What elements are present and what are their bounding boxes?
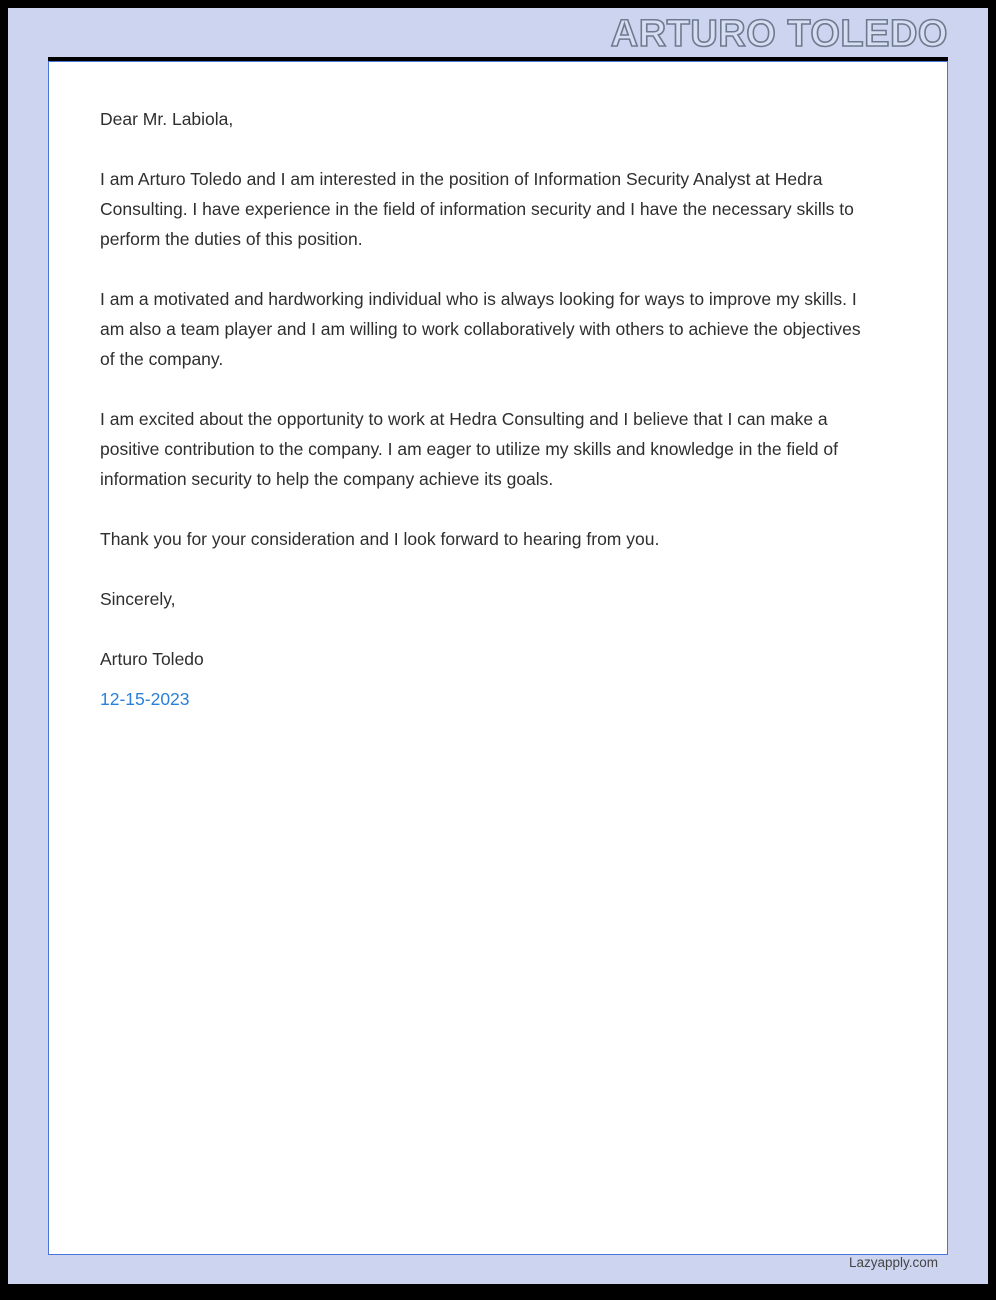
header (48, 8, 948, 57)
closing: Sincerely, (100, 589, 176, 609)
letter-frame (8, 8, 988, 1284)
watermark: Lazyapply.com (848, 1255, 938, 1270)
cover-letter-document (48, 61, 948, 1255)
letter-paragraph: I am Arturo Toledo and I am interested in the position of Information Security Analyst at Hedra Consulting. I have experience in the field of information security and I have the necessary skills to perform the duties of this position. (100, 169, 854, 249)
header-name: ARTURO TOLEDO (610, 13, 948, 55)
letter-paragraph: I am excited about the opportunity to work at Hedra Consulting and I believe that I can make a positive contribution to the company. I am eager to utilize my skills and knowledge in the field of information security to help the company achieve its goals. (100, 409, 838, 489)
letter-date: 12-15-2023 (100, 689, 190, 709)
letter-paragraph: I am a motivated and hardworking individual who is always looking for ways to improve my skills. I am also a team player and I am willing to work collaboratively with others to achieve the objectives of the company. (100, 289, 861, 369)
salutation: Dear Mr. Labiola, (100, 109, 234, 129)
signature-name: Arturo Toledo (100, 649, 204, 669)
letter-paragraph: Thank you for your consideration and I look forward to hearing from you. (100, 529, 660, 549)
